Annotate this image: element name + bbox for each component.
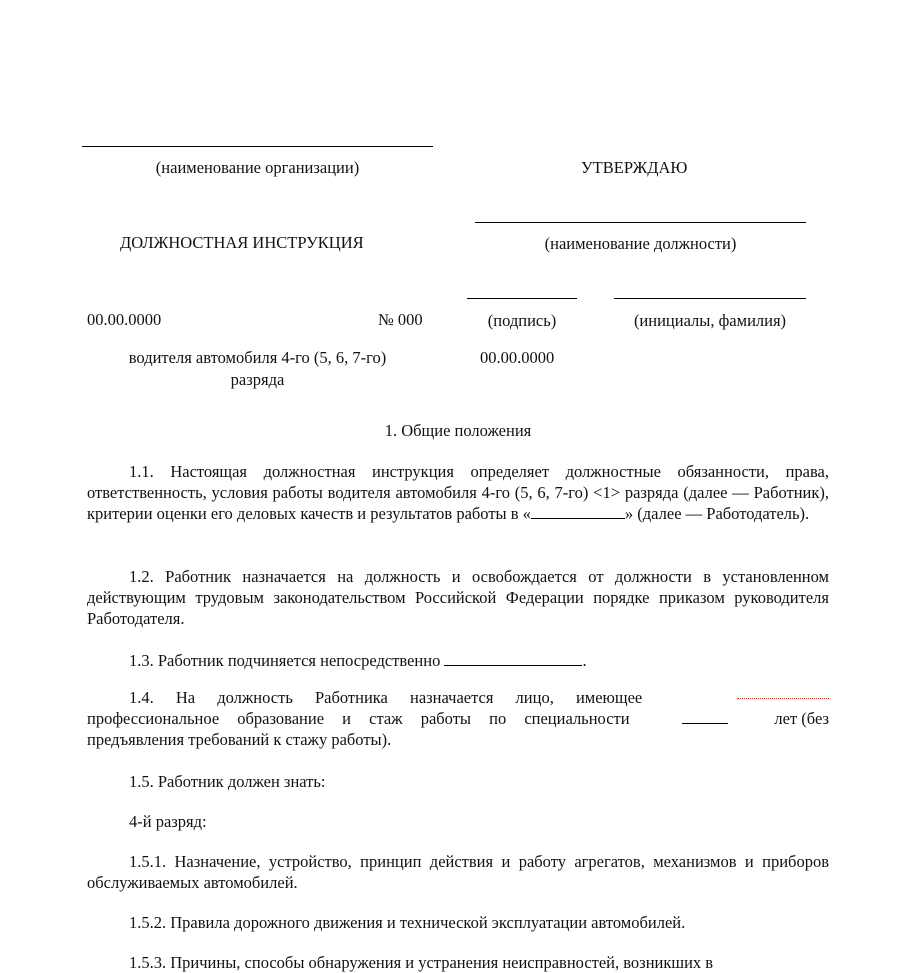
paragraph-1-4-text-b: профессиональное образование и стаж работы по специальности	[87, 709, 630, 728]
document-number: № 000	[378, 310, 423, 329]
signature-line	[467, 298, 577, 299]
paragraph-1-1-end: » (далее — Работодатель).	[624, 504, 810, 523]
paragraph-1-3-text: 1.3. Работник подчиняется непосредственно	[129, 651, 441, 670]
org-name-caption: (наименование организации)	[155, 158, 360, 177]
paragraph-1-2: 1.2. Работник назначается на должность и освобождается от должности в установленном действующим трудовым законодательством Российской Федерации порядке приказом руководителя Работодателя.	[87, 567, 829, 628]
position-name-caption: (наименование должности)	[544, 234, 737, 253]
paragraph-1-3	[87, 650, 829, 671]
grade-heading: 4-й разряд:	[129, 812, 207, 831]
document-date: 00.00.0000	[87, 310, 162, 329]
education-level-blank	[737, 688, 829, 699]
approve-label: УТВЕРЖДАЮ	[581, 158, 688, 177]
document-type-title: ДОЛЖНОСТНАЯ ИНСТРУКЦИЯ	[120, 233, 364, 252]
paragraph-1-4-text-c-start: лет (без	[774, 709, 829, 728]
position-title-line2: разряда	[230, 370, 285, 389]
paragraph-1-5-1: 1.5.1. Назначение, устройство, принцип действия и работу агрегатов, механизмов и приборов обслуживаемых автомобилей.	[87, 852, 829, 892]
signature-caption: (подпись)	[487, 311, 557, 330]
paragraph-1-4-line3: предъявления требований к стажу работы).	[87, 730, 392, 749]
paragraph-1-4-text-a: 1.4. На должность Работника назначается лицо, имеющее	[129, 688, 643, 707]
section-title: 1. Общие положения	[384, 421, 532, 440]
position-title-line1: водителя автомобиля 4-го (5, 6, 7-го)	[128, 348, 387, 367]
supervisor-blank	[444, 651, 582, 666]
paragraph-1-5-3: 1.5.3. Причины, способы обнаружения и устранения неисправностей, возникших в	[129, 953, 714, 972]
paragraph-1-1-text: 1.1. Настоящая должностная инструкция определяет должностные обязанности, права, ответственность, условия работы водителя автомобиля 4-го (5, 6, 7-го) <1> разряда (далее — Работник), критерии оценки его деловых качеств и результатов работы в «	[87, 462, 829, 523]
employer-name-blank	[531, 504, 625, 519]
paragraph-1-5: 1.5. Работник должен знать:	[129, 772, 326, 791]
paragraph-1-4-line2	[87, 709, 829, 729]
paragraph-1-1	[87, 461, 829, 524]
experience-years-blank	[682, 709, 728, 724]
approval-date: 00.00.0000	[480, 348, 555, 367]
paragraph-1-4-line1	[129, 688, 829, 708]
initials-caption: (инициалы, фамилия)	[633, 311, 787, 330]
initials-line	[614, 298, 806, 299]
paragraph-1-3-end: .	[582, 651, 587, 670]
paragraph-1-5-2: 1.5.2. Правила дорожного движения и технической эксплуатации автомобилей.	[129, 913, 686, 932]
position-name-line	[475, 222, 806, 223]
org-name-line	[82, 146, 433, 147]
